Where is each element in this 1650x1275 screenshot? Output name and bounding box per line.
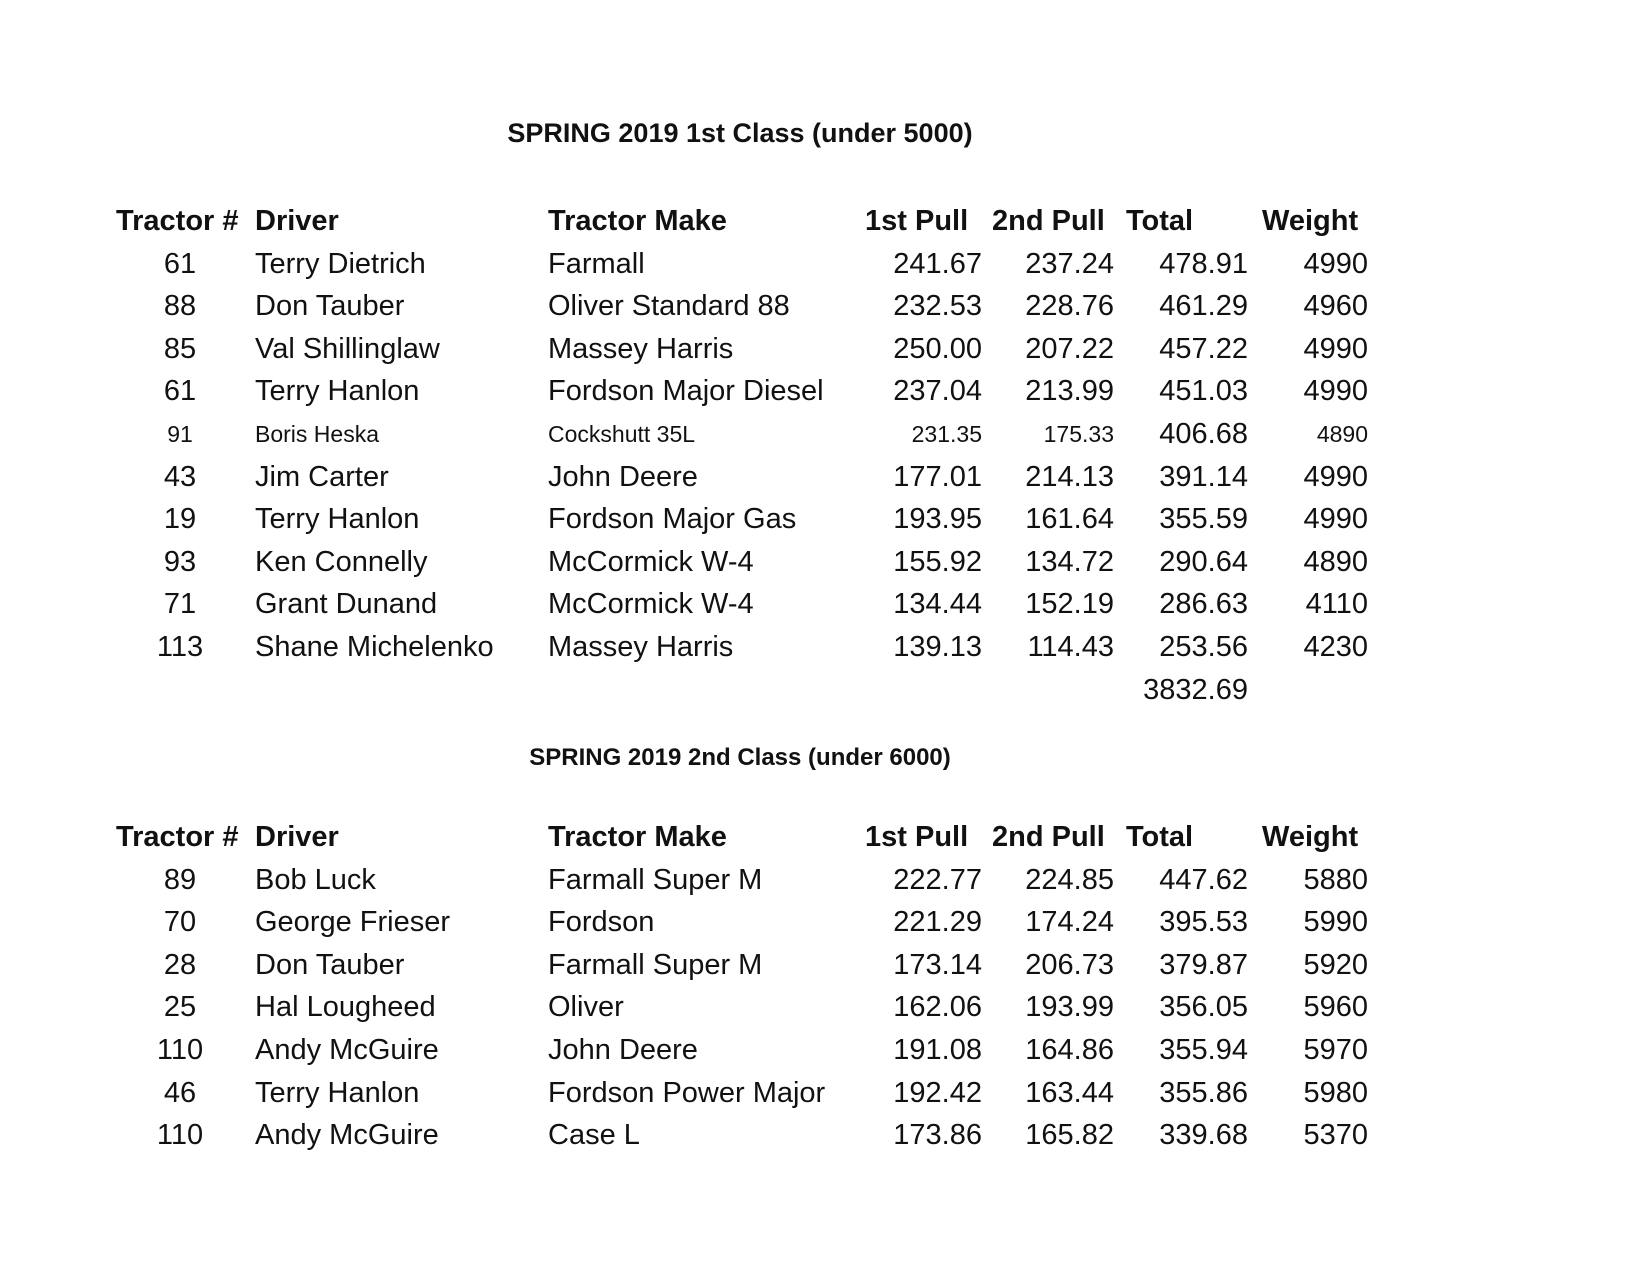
first-pull: 231.35 — [911, 420, 982, 447]
weight: 4960 — [1303, 290, 1368, 323]
tractor-number: 89 — [163, 863, 197, 896]
weight: 4990 — [1303, 247, 1368, 280]
tractor-number: 91 — [167, 420, 193, 447]
second-pull: 206.73 — [1025, 948, 1114, 981]
total: 451.03 — [1159, 375, 1248, 408]
driver-name: Boris Heska — [255, 420, 379, 447]
tractor-make: Oliver — [548, 991, 624, 1024]
tractor-number: 28 — [163, 948, 197, 981]
second-pull: 175.33 — [1043, 420, 1114, 447]
tractor-number: 61 — [163, 247, 197, 280]
header-tractor-make: Tractor Make — [548, 821, 727, 853]
second-pull: 224.85 — [1025, 863, 1114, 896]
tractor-number: 113 — [156, 630, 204, 663]
driver-name: Don Tauber — [255, 290, 405, 323]
weight: 4990 — [1303, 332, 1368, 365]
second-pull: 134.72 — [1025, 545, 1114, 578]
header-tractor-make: Tractor Make — [548, 205, 727, 237]
driver-name: Bob Luck — [255, 863, 376, 896]
tractor-make: Fordson Major Diesel — [548, 375, 824, 408]
table-row — [0, 541, 1650, 584]
table-row — [0, 583, 1650, 626]
total: 253.56 — [1159, 630, 1248, 663]
header-weight: Weight — [1262, 205, 1359, 237]
first-pull: 173.14 — [893, 948, 982, 981]
first-pull: 232.53 — [893, 290, 982, 323]
second-pull: 164.86 — [1025, 1033, 1114, 1066]
tractor-number: 71 — [163, 588, 197, 621]
total: 339.68 — [1159, 1119, 1248, 1152]
second-pull: 193.99 — [1025, 991, 1114, 1024]
driver-name: Andy McGuire — [255, 1033, 439, 1066]
tractor-number: 70 — [163, 906, 197, 939]
first-pull: 221.29 — [893, 906, 982, 939]
class2-results-table — [0, 816, 1650, 1157]
tractor-make: Fordson Power Major — [548, 1076, 826, 1109]
weight: 4890 — [1316, 420, 1368, 447]
class2-title: SPRING 2019 2nd Class (under 6000) — [529, 744, 951, 771]
tractor-number: 19 — [163, 503, 197, 536]
tractor-make: Farmall Super M — [548, 948, 763, 981]
first-pull: 191.08 — [893, 1033, 982, 1066]
weight: 5960 — [1303, 991, 1368, 1024]
table-row — [0, 986, 1650, 1029]
tractor-make: Farmall Super M — [548, 863, 763, 896]
table-row — [0, 243, 1650, 286]
driver-name: George Frieser — [255, 906, 451, 939]
grand-total: 3832.69 — [1143, 673, 1248, 706]
total: 457.22 — [1159, 332, 1248, 365]
tractor-make: Case L — [548, 1119, 640, 1152]
driver-name: Terry Hanlon — [255, 1076, 420, 1109]
total: 461.29 — [1159, 290, 1248, 323]
tractor-make: Cockshutt 35L — [548, 420, 696, 447]
tractor-make: McCormick W-4 — [548, 545, 754, 578]
tractor-number: 46 — [163, 1076, 197, 1109]
tractor-number: 25 — [163, 991, 197, 1024]
tractor-number: 85 — [163, 332, 197, 365]
table-row — [0, 901, 1650, 944]
tractor-make: McCormick W-4 — [548, 588, 754, 621]
table-row — [0, 498, 1650, 541]
header-total: Total — [1126, 205, 1194, 237]
first-pull: 162.06 — [893, 991, 982, 1024]
table-header-row — [0, 816, 1650, 859]
driver-name: Ken Connelly — [255, 545, 428, 578]
header-driver: Driver — [255, 821, 339, 853]
tractor-make: Fordson — [548, 906, 655, 939]
total: 478.91 — [1159, 247, 1248, 280]
first-pull: 192.42 — [893, 1076, 982, 1109]
driver-name: Terry Hanlon — [255, 375, 420, 408]
tractor-number: 110 — [156, 1033, 204, 1066]
weight: 5990 — [1303, 906, 1368, 939]
table-row — [0, 626, 1650, 669]
table-row — [0, 328, 1650, 371]
driver-name: Don Tauber — [255, 948, 405, 981]
second-pull: 237.24 — [1025, 247, 1114, 280]
header-second-pull: 2nd Pull — [992, 821, 1105, 853]
second-pull: 213.99 — [1025, 375, 1114, 408]
total: 286.63 — [1159, 588, 1248, 621]
tractor-number: 61 — [163, 375, 197, 408]
total: 379.87 — [1159, 948, 1248, 981]
class1-title: SPRING 2019 1st Class (under 5000) — [507, 118, 973, 148]
total: 391.14 — [1159, 460, 1248, 493]
header-first-pull: 1st Pull — [865, 821, 969, 853]
header-tractor-number: Tractor # — [116, 821, 239, 853]
tractor-number: 88 — [163, 290, 197, 323]
weight: 5980 — [1303, 1076, 1368, 1109]
second-pull: 163.44 — [1025, 1076, 1114, 1109]
grand-total-row — [0, 669, 1650, 712]
total: 447.62 — [1159, 863, 1248, 896]
table-row — [0, 944, 1650, 987]
weight: 5880 — [1303, 863, 1368, 896]
driver-name: Hal Lougheed — [255, 991, 436, 1024]
first-pull: 139.13 — [893, 630, 982, 663]
header-weight: Weight — [1262, 821, 1359, 853]
header-driver: Driver — [255, 205, 339, 237]
total: 355.86 — [1159, 1076, 1248, 1109]
total: 395.53 — [1159, 906, 1248, 939]
second-pull: 174.24 — [1025, 906, 1114, 939]
driver-name: Terry Hanlon — [255, 503, 420, 536]
tractor-make: Farmall — [548, 247, 645, 280]
weight: 5970 — [1303, 1033, 1368, 1066]
table-row — [0, 370, 1650, 413]
weight: 5370 — [1303, 1119, 1368, 1152]
tractor-number: 93 — [163, 545, 197, 578]
first-pull: 134.44 — [893, 588, 982, 621]
table-row — [0, 413, 1650, 456]
driver-name: Grant Dunand — [255, 588, 438, 621]
first-pull: 193.95 — [893, 503, 982, 536]
weight: 4890 — [1303, 545, 1368, 578]
first-pull: 222.77 — [893, 863, 982, 896]
table-row — [0, 285, 1650, 328]
first-pull: 250.00 — [893, 332, 982, 365]
weight: 4110 — [1305, 588, 1368, 621]
table-row — [0, 1114, 1650, 1157]
total: 355.59 — [1159, 503, 1248, 536]
second-pull: 161.64 — [1025, 503, 1114, 536]
table-header-row — [0, 200, 1650, 243]
table-row — [0, 859, 1650, 902]
table-row — [0, 1029, 1650, 1072]
first-pull: 237.04 — [893, 375, 982, 408]
second-pull: 152.19 — [1025, 588, 1114, 621]
table-row — [0, 456, 1650, 499]
tractor-make: Oliver Standard 88 — [548, 290, 790, 323]
weight: 4990 — [1303, 460, 1368, 493]
second-pull: 165.82 — [1025, 1119, 1114, 1152]
header-second-pull: 2nd Pull — [992, 205, 1105, 237]
driver-name: Andy McGuire — [255, 1119, 439, 1152]
weight: 5920 — [1303, 948, 1368, 981]
driver-name: Terry Dietrich — [255, 247, 426, 280]
tractor-make: John Deere — [548, 460, 698, 493]
weight: 4230 — [1303, 630, 1368, 663]
total: 356.05 — [1159, 991, 1248, 1024]
header-total: Total — [1126, 821, 1194, 853]
second-pull: 114.43 — [1027, 630, 1114, 663]
tractor-number: 110 — [156, 1119, 204, 1152]
total: 290.64 — [1159, 545, 1248, 578]
weight: 4990 — [1303, 503, 1368, 536]
tractor-number: 43 — [163, 460, 197, 493]
second-pull: 228.76 — [1025, 290, 1114, 323]
total: 355.94 — [1159, 1033, 1248, 1066]
tractor-make: Fordson Major Gas — [548, 503, 797, 536]
table-row — [0, 1072, 1650, 1115]
first-pull: 155.92 — [893, 545, 982, 578]
driver-name: Shane Michelenko — [255, 630, 494, 663]
class1-results-table — [0, 200, 1650, 711]
header-first-pull: 1st Pull — [865, 205, 969, 237]
tractor-make: Massey Harris — [548, 332, 734, 365]
tractor-make: Massey Harris — [548, 630, 734, 663]
first-pull: 177.01 — [893, 460, 982, 493]
first-pull: 241.67 — [893, 247, 982, 280]
second-pull: 207.22 — [1025, 332, 1114, 365]
weight: 4990 — [1303, 375, 1368, 408]
driver-name: Val Shillinglaw — [255, 332, 440, 365]
header-tractor-number: Tractor # — [116, 205, 239, 237]
tractor-make: John Deere — [548, 1033, 698, 1066]
second-pull: 214.13 — [1025, 460, 1114, 493]
driver-name: Jim Carter — [255, 460, 389, 493]
total: 406.68 — [1159, 417, 1248, 450]
first-pull: 173.86 — [893, 1119, 982, 1152]
